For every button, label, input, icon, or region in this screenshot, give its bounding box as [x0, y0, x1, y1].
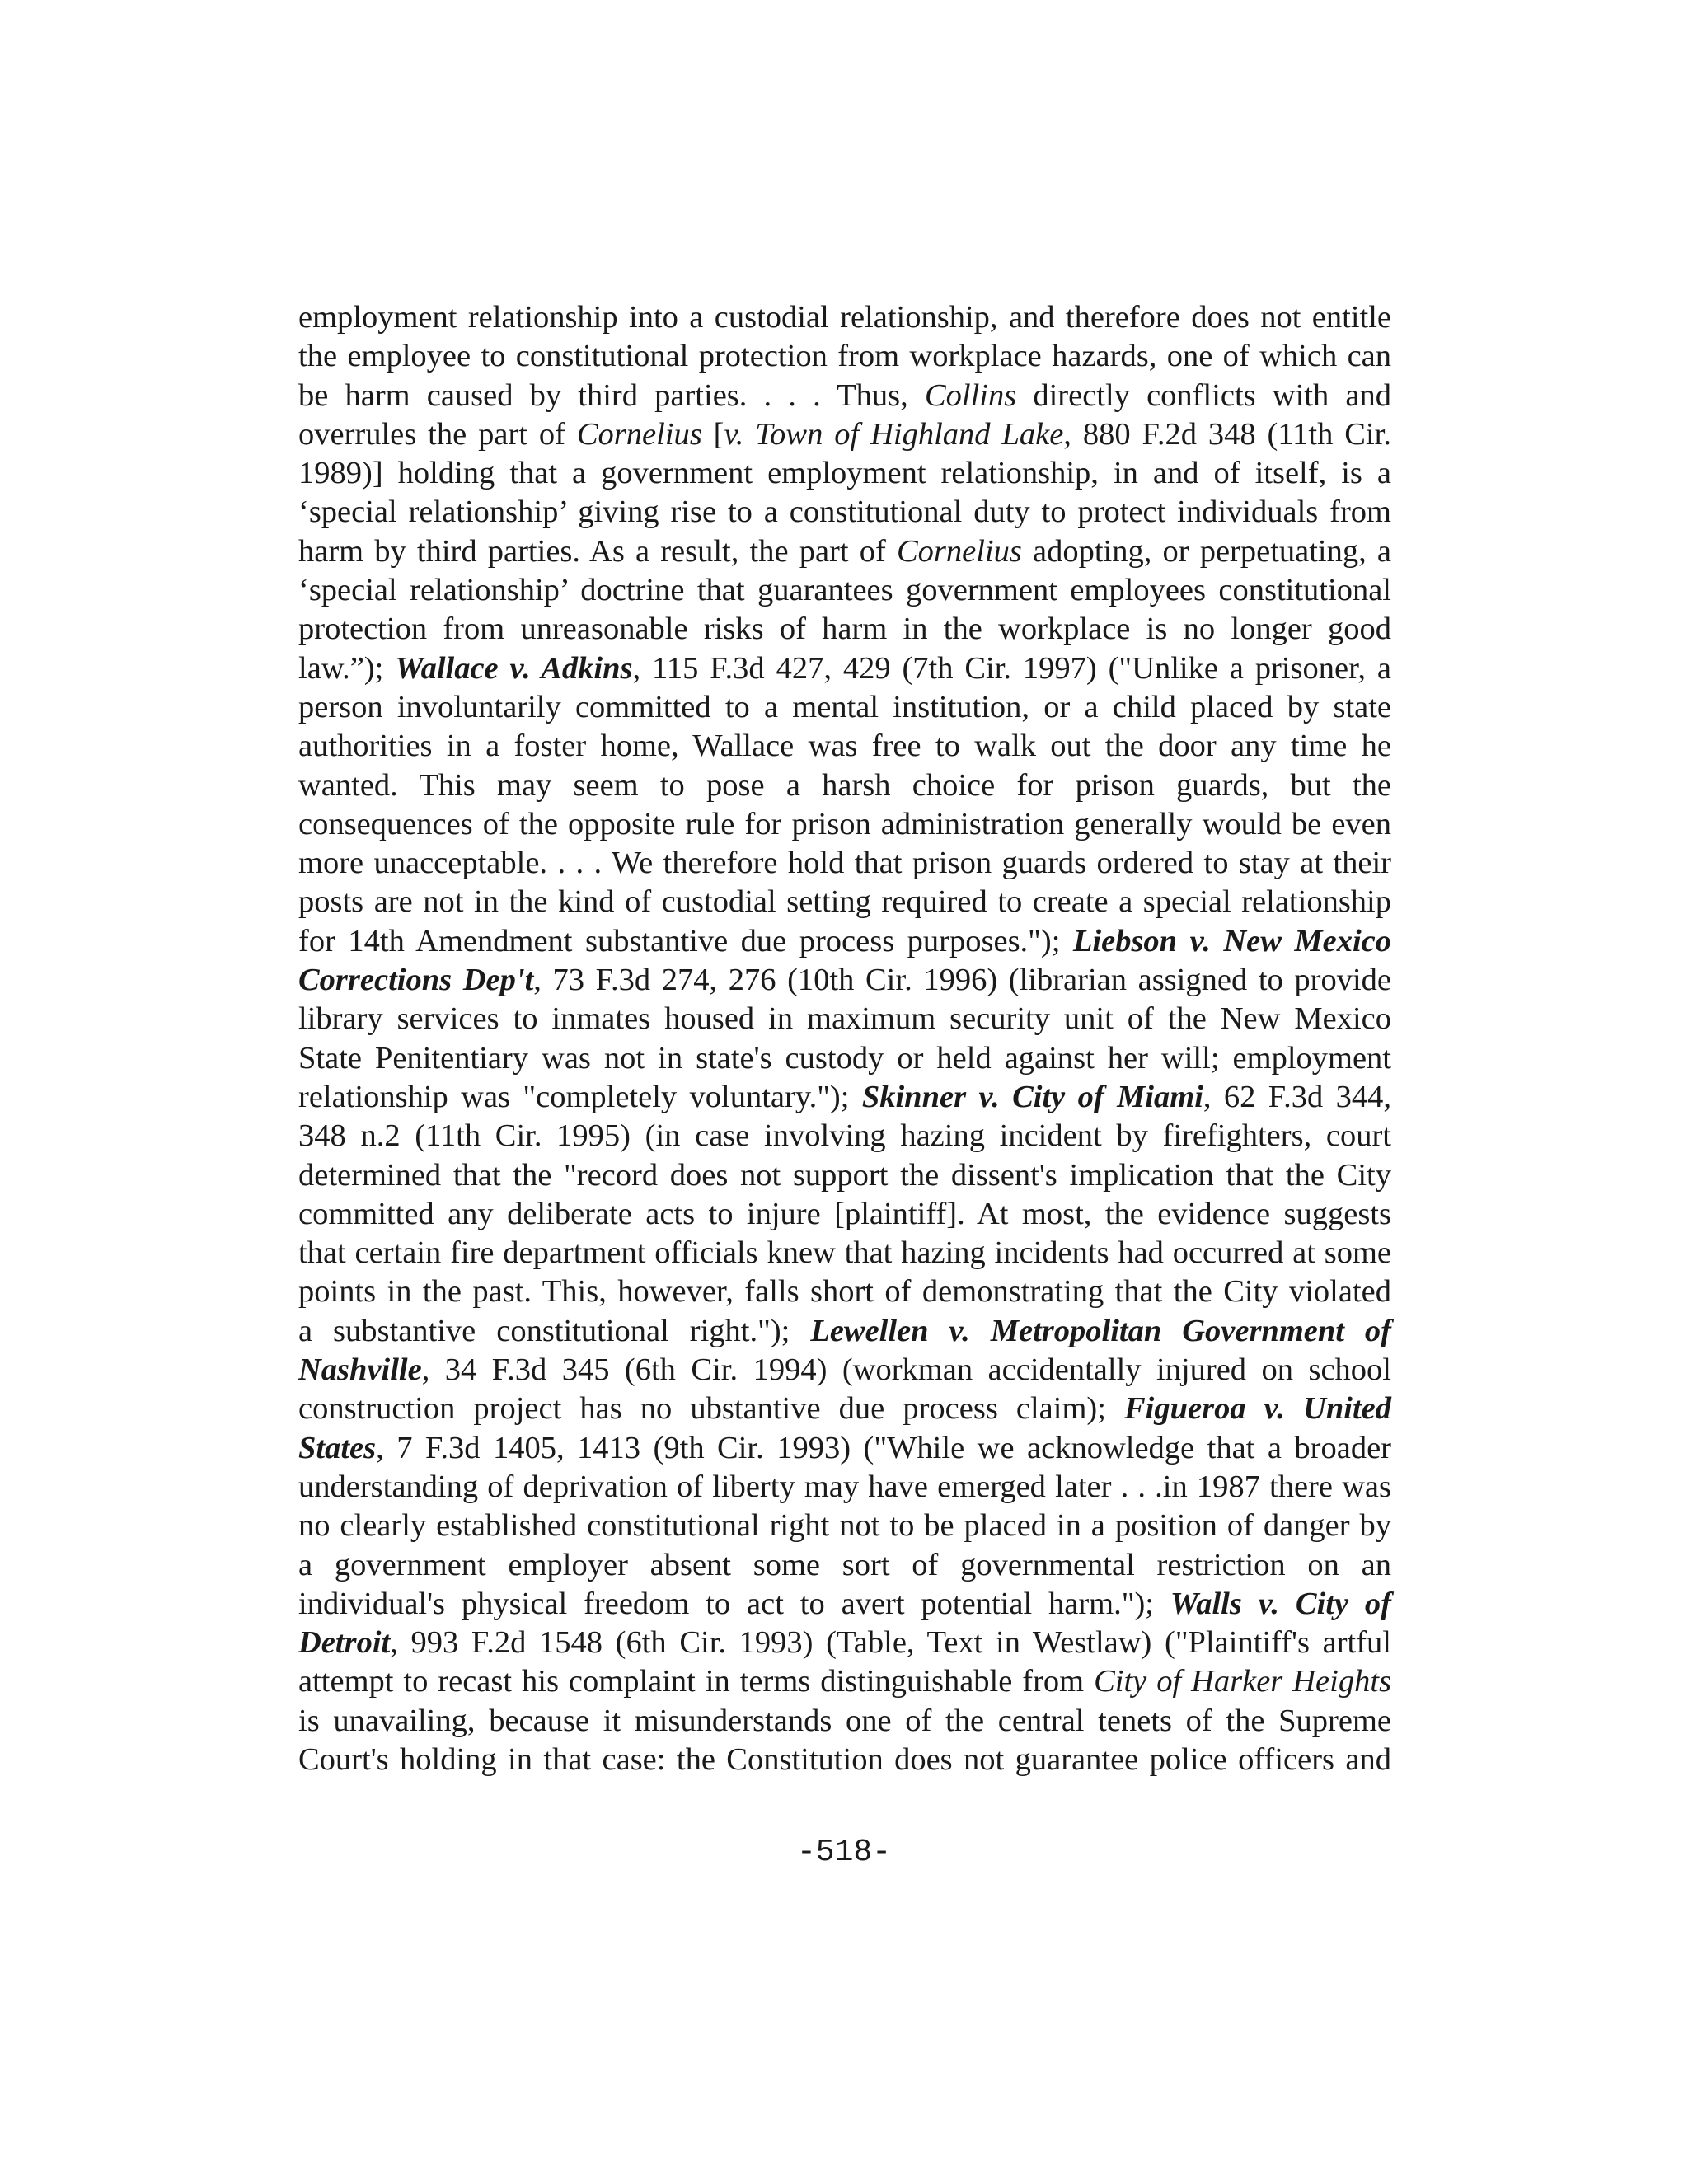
- text-run: a substantive constitutional right.");: [298, 1313, 811, 1348]
- italic-citation: Cornelius: [896, 533, 1022, 569]
- case-name-bold: [862, 1080, 1203, 1114]
- case-name-bold: [1170, 1586, 1391, 1621]
- case-name-bold: [298, 1431, 376, 1465]
- text-line: [298, 532, 1391, 571]
- text-line: [298, 649, 1391, 688]
- text-run: protection from unreasonable risks of harm in the workplace is no longer good: [298, 612, 1391, 647]
- text-line: [298, 377, 1391, 415]
- case-name: Detroit: [298, 1625, 391, 1661]
- text-line: [298, 883, 1391, 921]
- page-number: -518-: [796, 1835, 892, 1870]
- text-run: Court's holding in that case: the Constitution does not guarantee police officers and: [298, 1741, 1391, 1777]
- text-line: [298, 1507, 1391, 1545]
- text-line: [298, 1156, 1391, 1195]
- text-run: harm by third parties. As a result, the part of: [298, 533, 897, 569]
- text-run: posts are not in the kind of custodial setting required to create a special relationship: [298, 884, 1391, 920]
- case-name-bold: [298, 963, 533, 997]
- case-name: Wallace v. Adkins: [395, 650, 633, 686]
- case-name-bold: [395, 651, 632, 686]
- text-line: [298, 454, 1391, 493]
- text-line: [298, 1195, 1391, 1234]
- text-line: [298, 1234, 1391, 1272]
- case-name: Walls v. City of: [1170, 1586, 1391, 1621]
- text-line: [298, 571, 1391, 610]
- text-line: [298, 337, 1391, 376]
- text-run: , 115 F.3d 427, 429 (7th Cir. 1997) ("Unlike a prisoner, a: [632, 650, 1391, 686]
- text-line: [298, 1585, 1391, 1624]
- text-line: [298, 1272, 1391, 1311]
- text-run: ‘special relationship’ giving rise to a constitutional duty to protect individuals from: [298, 494, 1391, 530]
- text-line: [298, 1039, 1391, 1078]
- text-run: ‘special relationship’ doctrine that guarantees government employees constitutional: [298, 573, 1391, 608]
- text-line: [298, 1468, 1391, 1507]
- text-run: , 34 F.3d 345 (6th Cir. 1994) (workman accidentally injured on school: [421, 1352, 1391, 1388]
- body-text: [298, 298, 1391, 1779]
- text-run: , 880 F.2d 348 (11th Cir.: [1063, 416, 1391, 452]
- text-line: [298, 1546, 1391, 1585]
- text-run: [: [701, 416, 724, 452]
- text-run: State Penitentiary was not in state's custody or held against her will; employment: [298, 1040, 1391, 1076]
- case-name: Nashville: [298, 1352, 422, 1388]
- case-name-bold: [298, 1352, 422, 1387]
- text-run: directly conflicts with and: [1016, 377, 1391, 413]
- text-run: no clearly established constitutional right not to be placed in a position of danger by: [298, 1508, 1391, 1544]
- text-run: is unavailing, because it misunderstands one of the central tenets of the Supreme: [298, 1703, 1391, 1738]
- text-line: [298, 1702, 1391, 1741]
- text-line: [298, 415, 1391, 454]
- text-run: relationship was "completely voluntary.");: [298, 1079, 862, 1114]
- text-run: library services to inmates housed in maximum security unit of the New Mexico: [298, 1001, 1391, 1037]
- text-run: wanted. This may seem to pose a harsh choice for prison guards, but the: [298, 767, 1391, 803]
- text-line: [298, 1662, 1391, 1701]
- text-run: overrules the part of: [298, 416, 577, 452]
- text-run: authorities in a foster home, Wallace was free to walk out the door any time he: [298, 729, 1391, 764]
- text-line: [298, 1000, 1391, 1038]
- text-run: consequences of the opposite rule for prison administration generally would be even: [298, 806, 1391, 841]
- case-name: Liebson v. New Mexico: [1072, 923, 1391, 958]
- text-line: [298, 1624, 1391, 1662]
- text-line: [298, 298, 1391, 337]
- text-line: [298, 1741, 1391, 1779]
- text-run: 348 n.2 (11th Cir. 1995) (in case involving hazing incident by firefighters, court: [298, 1118, 1391, 1154]
- text-line: [298, 961, 1391, 1000]
- text-line: [298, 1078, 1391, 1117]
- text-run: , 993 F.2d 1548 (6th Cir. 1993) (Table, Text in Westlaw) ("Plaintiff's artful: [390, 1625, 1391, 1661]
- text-line: [298, 1312, 1391, 1351]
- case-name-bold: [810, 1314, 1391, 1348]
- text-run: adopting, or perpetuating, a: [1021, 533, 1391, 569]
- text-line: [298, 922, 1391, 961]
- case-name: Figueroa v. United: [1124, 1391, 1391, 1427]
- case-name: Corrections Dep't: [298, 963, 534, 998]
- text-run: employment relationship into a custodial relationship, and therefore does not entitle: [298, 300, 1391, 335]
- text-line: [298, 1117, 1391, 1155]
- text-run: construction project has no ubstantive due process claim);: [298, 1391, 1124, 1427]
- text-run: that certain fire department officials knew that hazing incidents had occurred at some: [298, 1235, 1391, 1271]
- case-name: Skinner v. City of Miami: [861, 1079, 1203, 1114]
- text-line: [298, 493, 1391, 532]
- italic-citation: Collins: [924, 377, 1017, 413]
- case-name-bold: [298, 1625, 390, 1660]
- text-run: , 7 F.3d 1405, 1413 (9th Cir. 1993) ("While we acknowledge that a broader: [376, 1430, 1391, 1465]
- text-run: understanding of deprivation of liberty may have emerged later . . .in 1987 there was: [298, 1469, 1391, 1504]
- case-name-bold: [1124, 1391, 1391, 1426]
- text-line: [298, 688, 1391, 727]
- text-line: [298, 1429, 1391, 1468]
- text-line: [298, 727, 1391, 766]
- text-run: 1989)] holding that a government employment relationship, in and of itself, is a: [298, 456, 1391, 491]
- text-run: be harm caused by third parties. . . . Thus,: [298, 377, 925, 413]
- text-run: points in the past. This, however, falls short of demonstrating that the City violated: [298, 1274, 1391, 1310]
- case-name: States: [298, 1430, 377, 1465]
- text-line: [298, 766, 1391, 805]
- italic-citation: City of Harker Heights: [1094, 1664, 1391, 1699]
- text-line: [298, 805, 1391, 844]
- text-run: for 14th Amendment substantive due process purposes.");: [298, 923, 1073, 958]
- case-name-bold: [1073, 924, 1391, 958]
- text-run: , 73 F.3d 274, 276 (10th Cir. 1996) (librarian assigned to provide: [533, 963, 1391, 998]
- italic-citation: v. Town of Highland Lake: [724, 416, 1064, 452]
- text-run: determined that the "record does not support the dissent's implication that the City: [298, 1157, 1391, 1193]
- case-name: Lewellen v. Metropolitan Government of: [810, 1313, 1391, 1348]
- text-run: a government employer absent some sort of governmental restriction on an: [298, 1547, 1391, 1582]
- text-run: the employee to constitutional protection from workplace hazards, one of which can: [298, 339, 1391, 374]
- text-run: person involuntarily committed to a mental institution, or a child placed by state: [298, 689, 1391, 724]
- text-run: more unacceptable. . . . We therefore hold that prison guards ordered to stay at their: [298, 846, 1391, 881]
- italic-citation: Cornelius: [576, 416, 702, 452]
- text-line: [298, 844, 1391, 883]
- text-run: , 62 F.3d 344,: [1203, 1079, 1391, 1114]
- text-line: [298, 1390, 1391, 1428]
- text-run: committed any deliberate acts to injure [plaintiff]. At most, the evidence suggests: [298, 1196, 1391, 1231]
- text-run: individual's physical freedom to act to avert potential harm.");: [298, 1586, 1170, 1621]
- text-line: [298, 1351, 1391, 1390]
- text-run: law.”);: [298, 650, 396, 686]
- text-run: attempt to recast his complaint in terms distinguishable from: [298, 1664, 1095, 1699]
- text-line: [298, 610, 1391, 649]
